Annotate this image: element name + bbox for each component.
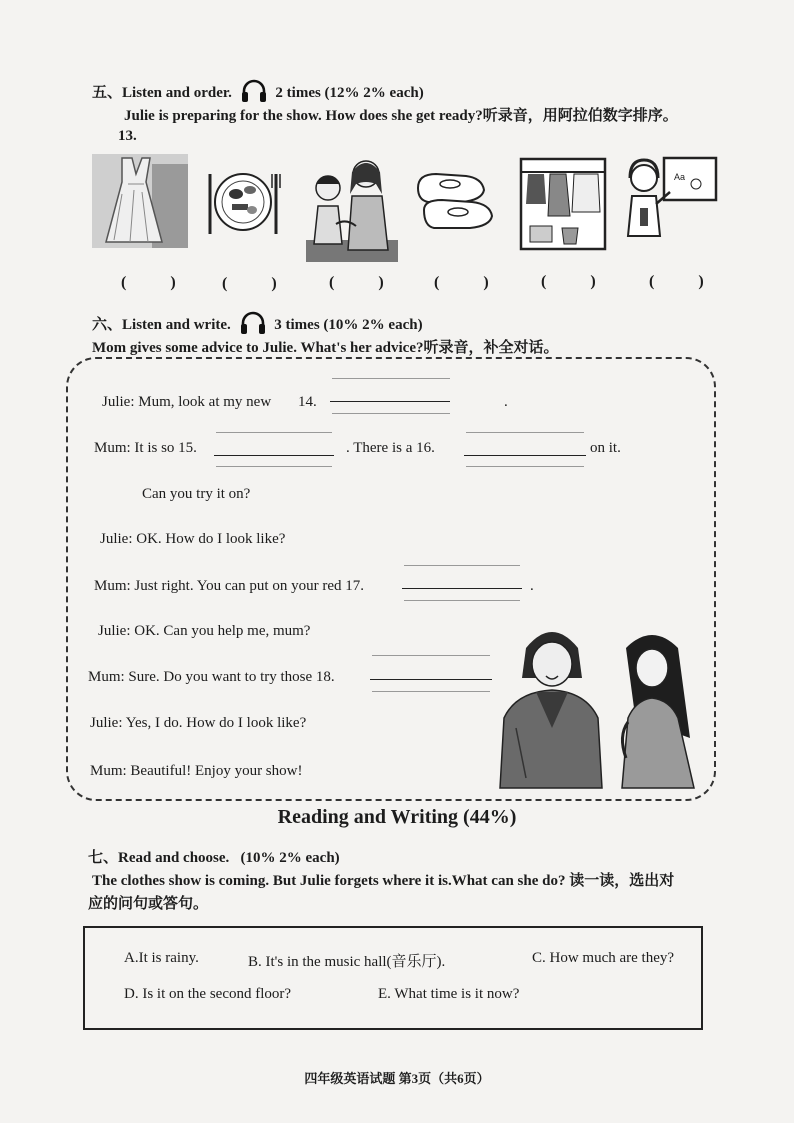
option-b: B. It's in the music hall(音乐厅). (248, 954, 446, 970)
blank-15[interactable] (214, 455, 334, 456)
section6-number: 六、 (92, 316, 123, 333)
option-c: C. How much are they? (532, 950, 675, 966)
dialogue-line-9: Mum: Beautiful! Enjoy your show! (90, 763, 303, 779)
section6-title: Listen and write. (122, 316, 231, 333)
section7-header (88, 846, 340, 867)
page-footer: 四年级英语试题 第3页（共6页） (304, 1071, 490, 1086)
dialogue-line-8: Julie: Yes, I do. How do I look like? (90, 715, 307, 731)
blank-17-guide-top (404, 565, 520, 566)
answer-slot-6[interactable]: ( ) (649, 273, 724, 290)
section6-meta: 3 times (10% 2% each) (274, 316, 423, 333)
blank-15-guide-top (216, 432, 332, 433)
reading-writing-heading: Reading and Writing (44%) (277, 806, 517, 828)
shoes-picture (412, 166, 496, 236)
blank-17[interactable] (402, 588, 522, 589)
choices-box (83, 926, 703, 1030)
answer-slot-2[interactable]: ( ) (222, 275, 297, 292)
svg-text:Aa: Aa (674, 172, 686, 182)
dialogue-line-2b: . There is a 16. (346, 440, 435, 456)
wardrobe-picture (518, 156, 608, 252)
dialogue-line-7: Mum: Sure. Do you want to try those 18. (88, 669, 335, 685)
blank-15-guide-bottom (216, 466, 332, 467)
meal-plate-picture (202, 160, 284, 240)
dialogue-line-2a: Mum: It is so 15. (94, 440, 197, 456)
blank-18-guide-bottom (372, 691, 490, 692)
section7-instruction-1: The clothes show is coming. But Julie forgets where it is.What can she do? 读一读，选出对 (92, 873, 675, 889)
blank-14[interactable] (330, 401, 450, 402)
mother-daughter-picture (306, 154, 398, 262)
blank-18[interactable] (370, 679, 492, 680)
section6-instruction: Mom gives some advice to Julie. What's her advice?听录音，补全对话。 (92, 340, 559, 356)
blank-18-guide-top (372, 655, 490, 656)
option-d: D. Is it on the second floor? (124, 986, 292, 1002)
option-e: E. What time is it now? (378, 986, 520, 1002)
dialogue-line-6: Julie: OK. Can you help me, mum? (98, 623, 311, 639)
dress-picture (92, 154, 188, 248)
teacher-board-picture (622, 154, 718, 240)
answer-slot-4[interactable]: ( ) (434, 274, 509, 291)
blank-17-guide-bottom (404, 600, 520, 601)
question-13-number: 13. (118, 128, 137, 144)
section5-instruction: Julie is preparing for the show. How does she get ready?听录音，用阿拉伯数字排序。 (124, 108, 678, 124)
section7-instruction-2: 应的问句或答句。 (88, 896, 209, 912)
dialogue-line-2c: on it. (590, 440, 621, 456)
blank-16[interactable] (464, 455, 586, 456)
dialogue-line-5-end: . (530, 578, 534, 594)
section7-title: Read and choose. (118, 850, 230, 866)
option-a: A.It is rainy. (124, 950, 199, 966)
dialogue-line-3: Can you try it on? (142, 486, 251, 502)
answer-slot-3[interactable]: ( ) (329, 274, 404, 291)
section5-title: Listen and order. (122, 84, 232, 101)
dialogue-line-1-end: . (504, 394, 508, 410)
blank-16-guide-top (466, 432, 584, 433)
dialogue-line-1: Julie: Mum, look at my new (102, 394, 272, 410)
blank-16-guide-bottom (466, 466, 584, 467)
dialogue-line-4: Julie: OK. How do I look like? (100, 531, 286, 547)
section5-meta: 2 times (12% 2% each) (275, 84, 424, 101)
blank-14-number: 14. (298, 394, 317, 410)
section7-number: 七、 (88, 850, 119, 866)
section7-meta: (10% 2% each) (240, 850, 340, 866)
answer-slot-5[interactable]: ( ) (541, 273, 616, 290)
blank-14-guide-bottom (332, 413, 450, 414)
answer-slot-1[interactable]: ( ) (121, 274, 196, 291)
blank-14-guide-top (332, 378, 450, 379)
dialogue-line-5: Mum: Just right. You can put on your red 17. (94, 578, 364, 594)
mother-julie-illustration (486, 618, 706, 790)
section5-number: 五、 (92, 84, 123, 101)
